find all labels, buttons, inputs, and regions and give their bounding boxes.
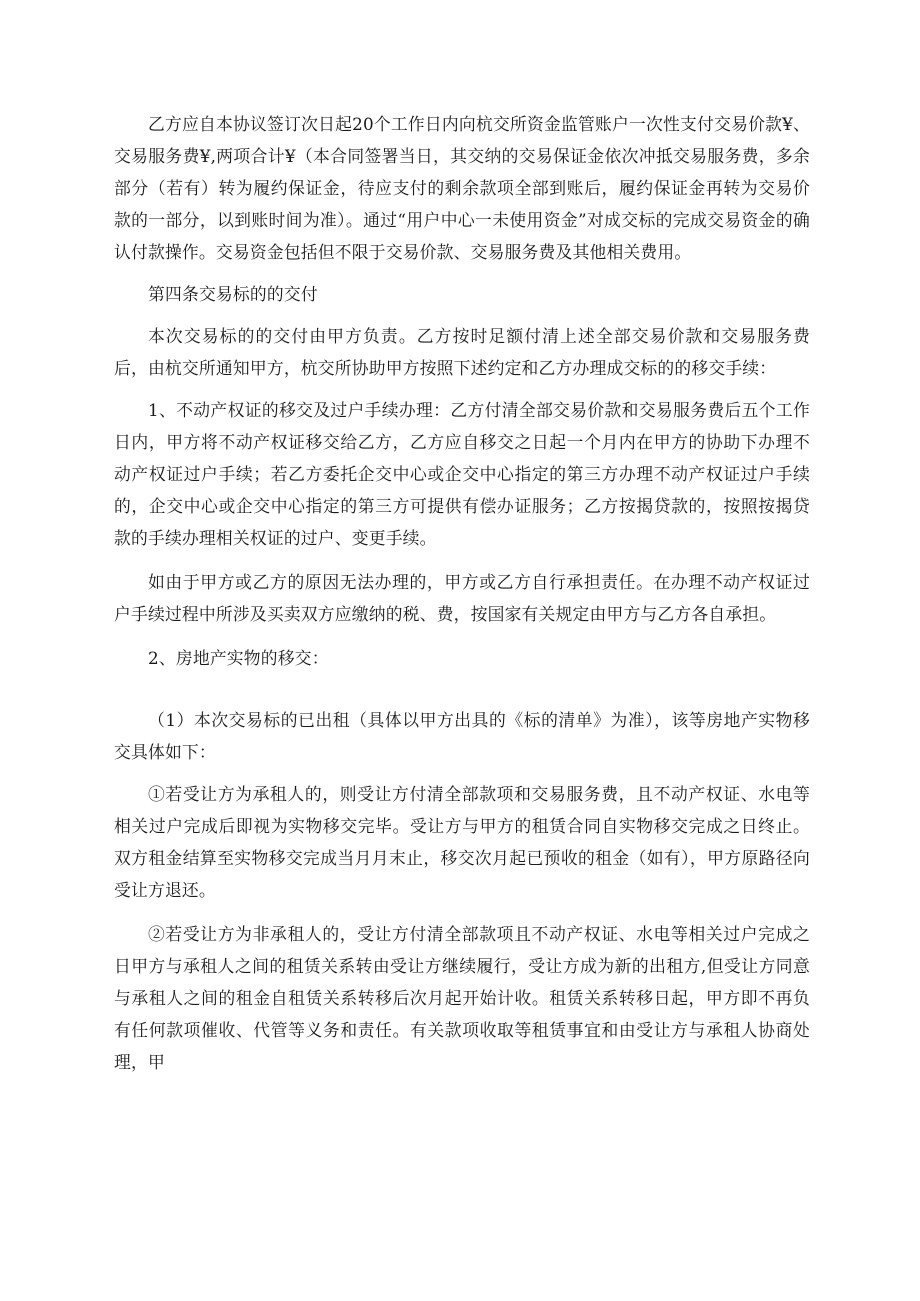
delivery-paragraph: 本次交易标的的交付由甲方负责。乙方按时足额付清上述全部交易价款和交易服务费后，由杭交所通知甲方，杭交所协助甲方按照下述约定和乙方办理成交标的的移交手续： bbox=[114, 326, 810, 378]
leased-property-paragraph: （1）本次交易标的已出租（具体以甲方出具的《标的清单》为准），该等房地产实物移交具体如下： bbox=[114, 710, 810, 762]
property-handover-heading: 2、房地产实物的移交： bbox=[148, 648, 329, 668]
liability-paragraph: 如由于甲方或乙方的原因无法办理的，甲方或乙方自行承担责任。在办理不动产权证过户手续过程中所涉及买卖双方应缴纳的税、费，按国家有关规定由甲方与乙方各自承担。 bbox=[114, 572, 810, 624]
document-page bbox=[114, 108, 810, 1078]
certificate-transfer-paragraph: 1、不动产权证的移交及过户手续办理：乙方付清全部交易价款和交易服务费后五个工作日内，甲方将不动产权证移交给乙方，乙方应自移交之日起一个月内在甲方的协助下办理不动产权证过户手续；若乙方委托企交中心或企交中心指定的第三方办理不动产权证过户手续的，企交中心或企交中心指定的第三方可提供有偿办证服务；乙方按揭贷款的，按照按揭贷款的手续办理相关权证的过户、变更手续。 bbox=[114, 400, 810, 548]
tenant-buyer-paragraph: ①若受让方为承租人的，则受让方付清全部款项和交易服务费，且不动产权证、水电等相关过户完成后即视为实物移交完毕。受让方与甲方的租赁合同自实物移交完成之日终止。双方租金结算至实物移交完成当月月末止，移交次月起已预收的租金（如有），甲方原路径向受让方退还。 bbox=[114, 784, 810, 900]
non-tenant-buyer-paragraph: ②若受让方为非承租人的，受让方付清全部款项且不动产权证、水电等相关过户完成之日甲方与承租人之间的租赁关系转由受让方继续履行，受让方成为新的出租方,但受让方同意与承租人之间的租金自租赁关系转移后次月起开始计收。租赁关系转移日起，甲方即不再负有任何款项催收、代管等义务和责任。有关款项收取等租赁事宜和由受让方与承租人协商处理，甲 bbox=[114, 924, 810, 1072]
payment-paragraph: 乙方应自本协议签订次日起20个工作日内向杭交所资金监管账户一次性支付交易价款¥、交易服务费¥,两项合计¥（本合同签署当日，其交纳的交易保证金依次冲抵交易服务费，多余部分（若有）转为履约保证金，待应支付的剩余款项全部到账后，履约保证金再转为交易价款的一部分，以到账时间为准）。通过“用户中心一未使用资金”对成交标的完成交易资金的确认付款操作。交易资金包括但不限于交易价款、交易服务费及其他相关费用。 bbox=[114, 114, 810, 262]
article-heading: 第四条交易标的的交付 bbox=[148, 284, 318, 304]
